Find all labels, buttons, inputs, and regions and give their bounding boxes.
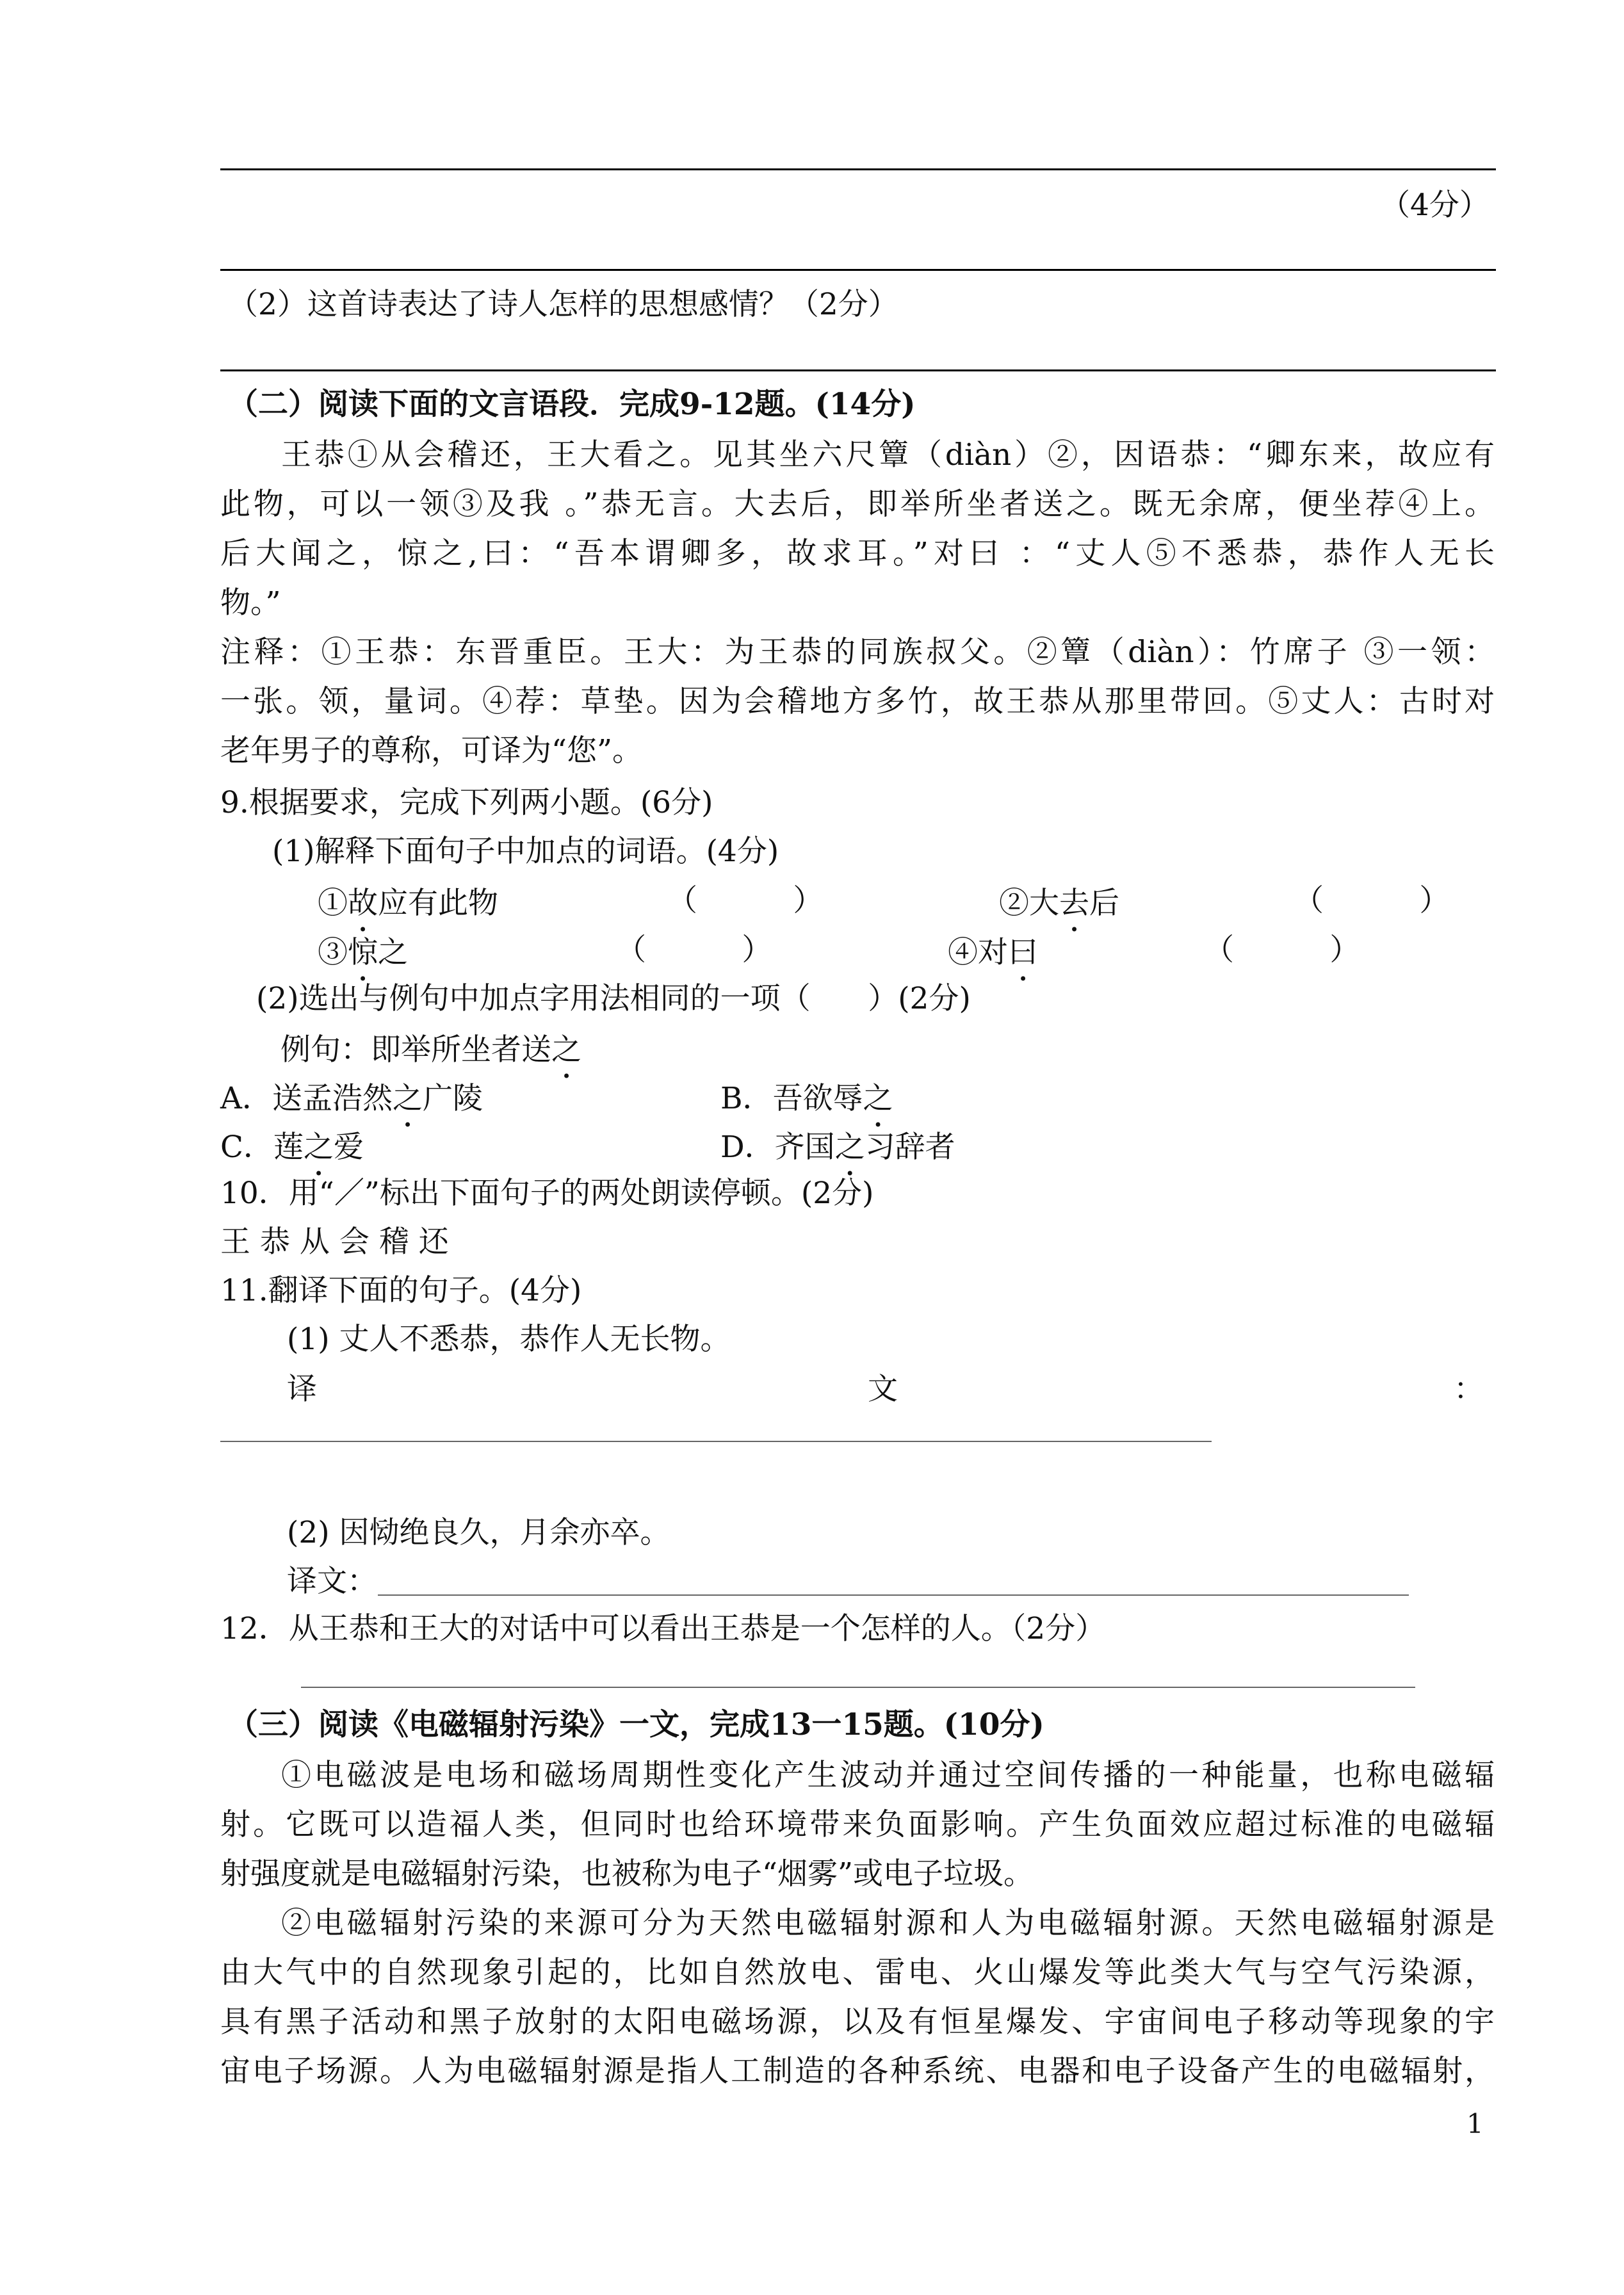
option-c: C．莲之爱	[220, 1130, 364, 1165]
section3-p2-line-4: 宙电子场源。人为电磁辐射源是指人工制造的各种系统、电器和电子设备产生的电磁辐射，	[220, 2054, 1495, 2089]
notes-line-1: 注释：①王恭：东晋重臣。王大：为王恭的同族叔父。②簟（diàn）：竹席子 ③一领：	[220, 635, 1495, 670]
section3-p1-line-3: 射强度就是电磁辐射污染，也被称为电子“烟雾”或电子垃圾。	[220, 1856, 1034, 1892]
passage-line-1: 王恭①从会稽还，王大看之。见其坐六尺簟（diàn）②，因语恭：“卿东来，故应有	[281, 437, 1495, 473]
q9-item-1-blank: （ ）	[667, 883, 824, 918]
option-a: A．送孟浩然之广陵	[220, 1081, 483, 1116]
page-number: 1	[1466, 2108, 1484, 2139]
q9-2-question: (2)选出与例句中加点字用法相同的一项（ ）(2分)	[256, 981, 971, 1016]
q8-2-question: （2）这首诗表达了诗人怎样的思想感情？（2分）	[228, 287, 898, 322]
q11-1-sentence: (1) 丈人不悉恭，恭作人无长物。	[287, 1322, 731, 1357]
q9-item-1: ①故应有此物	[318, 886, 498, 921]
section3-p1-line-2: 射。它既可以造福人类，但同时也给环境带来负面影响。产生负面效应超过标准的电磁辐	[220, 1807, 1495, 1842]
q9-item-2: ②大去后	[999, 886, 1119, 921]
q10-question: 10．用“／”标出下面句子的两处朗读停顿。(2分)	[220, 1176, 874, 1211]
passage-line-2: 此物，可以一领③及我 。”恭无言。大去后，即举所坐者送之。既无余席，便坐荐④上。	[220, 487, 1495, 522]
q9-item-3-blank: （ ）	[616, 932, 772, 968]
q11-2-label: 译文：	[287, 1564, 377, 1599]
notes-line-2: 一张。领，量词。④荐：草垫。因为会稽地方多竹，故王恭从那里带回。⑤丈人：古时对	[220, 684, 1495, 719]
section3-p2-line-1: ②电磁辐射污染的来源可分为天然电磁辐射源和人为电磁辐射源。天然电磁辐射源是	[281, 1906, 1495, 1941]
q8-1-score: （4分）	[1380, 188, 1490, 223]
q11-1-answer-line	[220, 1441, 1212, 1442]
option-b: B．吾欲辱之	[720, 1081, 893, 1116]
q9-question: 9.根据要求，完成下列两小题。(6分)	[220, 785, 713, 820]
q9-1-question: (1)解释下面句子中加点的词语。(4分)	[272, 834, 779, 869]
q9-item-4: ④对曰	[948, 935, 1038, 970]
q9-item-4-blank: （ ）	[1204, 932, 1360, 968]
q8-2-answer-line	[220, 369, 1496, 371]
section3-p2-line-2: 由大气中的自然现象引起的，比如自然放电、雷电、火山爆发等此类大气与空气污染源，	[220, 1955, 1495, 1990]
q8-1-answer-line	[220, 269, 1496, 271]
q11-1-label-1: 译	[287, 1372, 317, 1407]
q11-2-answer-line[interactable]	[378, 1594, 1409, 1596]
q12-question: 12．从王恭和王大的对话中可以看出王恭是一个怎样的人。（2分）	[220, 1611, 1106, 1646]
section3-heading: （三）阅读《电磁辐射污染》一文，完成13一15题。(10分)	[228, 1707, 1044, 1742]
q11-question: 11.翻译下面的句子。(4分)	[220, 1273, 582, 1308]
notes-line-3: 老年男子的尊称，可译为“您”。	[220, 733, 643, 768]
section2-heading: （二）阅读下面的文言语段．完成9-12题。(14分)	[228, 387, 916, 422]
q9-item-3: ③惊之	[318, 935, 408, 970]
option-d: D．齐国之习辞者	[720, 1130, 955, 1165]
top-rule	[220, 168, 1496, 170]
q11-1-label-2: 文	[868, 1372, 898, 1407]
q12-answer-line[interactable]	[301, 1687, 1415, 1688]
passage-line-3: 后大闻之，惊之,曰：“吾本谓卿多，故求耳。”对曰 ：“丈人⑤不悉恭，恭作人无长	[220, 536, 1495, 571]
q9-item-2-blank: （ ）	[1294, 883, 1450, 918]
section3-p2-line-3: 具有黑子活动和黑子放射的太阳电磁场源，以及有恒星爆发、宇宙间电子移动等现象的宇	[220, 2004, 1495, 2040]
q9-example: 例句：即举所坐者送之	[280, 1032, 581, 1067]
q11-1-label-3: ：	[1454, 1372, 1484, 1407]
section3-p1-line-1: ①电磁波是电场和磁场周期性变化产生波动并通过空间传播的一种能量，也称电磁辐	[281, 1758, 1495, 1793]
passage-line-4: 物。”	[220, 585, 281, 620]
q10-sentence: 王 恭 从 会 稽 还	[220, 1224, 449, 1260]
q11-2-sentence: (2) 因恸绝良久，月余亦卒。	[287, 1515, 670, 1550]
